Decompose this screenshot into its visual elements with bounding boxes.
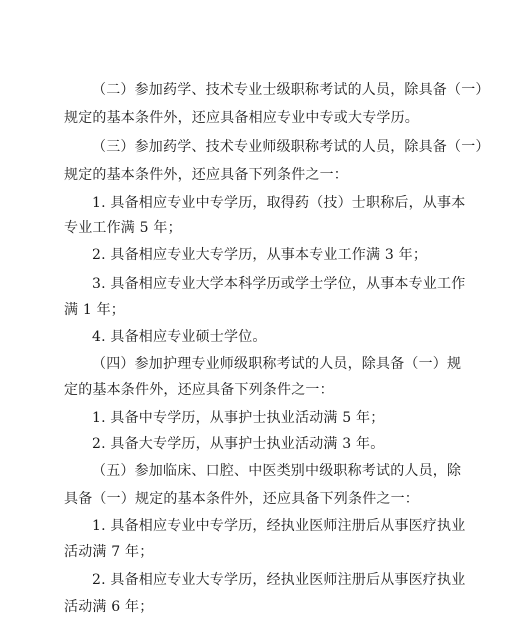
text-line: 定的基本条件外，还应具备下列条件之一： xyxy=(64,382,334,398)
text-line: 2. 具备大专学历，从事护士执业活动满 3 年。 xyxy=(92,436,385,452)
text-line: （五）参加临床、口腔、中医类别中级职称考试的人员，除 xyxy=(92,463,462,479)
text-line: 活动满 6 年； xyxy=(64,599,154,615)
text-line: 规定的基本条件外，还应具备下列条件之一： xyxy=(64,167,348,183)
text-line: （四）参加护理专业师级职称考试的人员，除具备（一）规 xyxy=(92,356,462,372)
text-line: 活动满 7 年； xyxy=(64,544,154,560)
text-line: 3. 具备相应专业大学本科学历或学士学位，从事本专业工作 xyxy=(92,276,466,292)
text-line: 规定的基本条件外，还应具备相应专业中专或大专学历。 xyxy=(64,110,419,126)
text-line: 2. 具备相应专业大专学历，经执业医师注册后从事医疗执业 xyxy=(92,572,466,588)
text-line: 1. 具备中专学历，从事护士执业活动满 5 年； xyxy=(92,410,385,426)
text-line: 4. 具备相应专业硕士学位。 xyxy=(92,329,267,345)
text-line: （三）参加药学、技术专业师级职称考试的人员，除具备（一） xyxy=(92,139,490,155)
text-line: 2. 具备相应专业大专学历，从事本专业工作满 3 年； xyxy=(92,247,428,263)
text-line: （二）参加药学、技术专业士级职称考试的人员，除具备（一） xyxy=(92,82,490,98)
text-line: 满 1 年； xyxy=(64,302,126,318)
text-line: 专业工作满 5 年； xyxy=(64,220,182,236)
text-line: 1. 具备相应专业中专学历，经执业医师注册后从事医疗执业 xyxy=(92,518,466,534)
text-line: 1. 具备相应专业中专学历，取得药（技）士职称后，从事本 xyxy=(92,195,466,211)
text-line: 具备（一）规定的基本条件外，还应具备下列条件之一： xyxy=(64,491,419,507)
